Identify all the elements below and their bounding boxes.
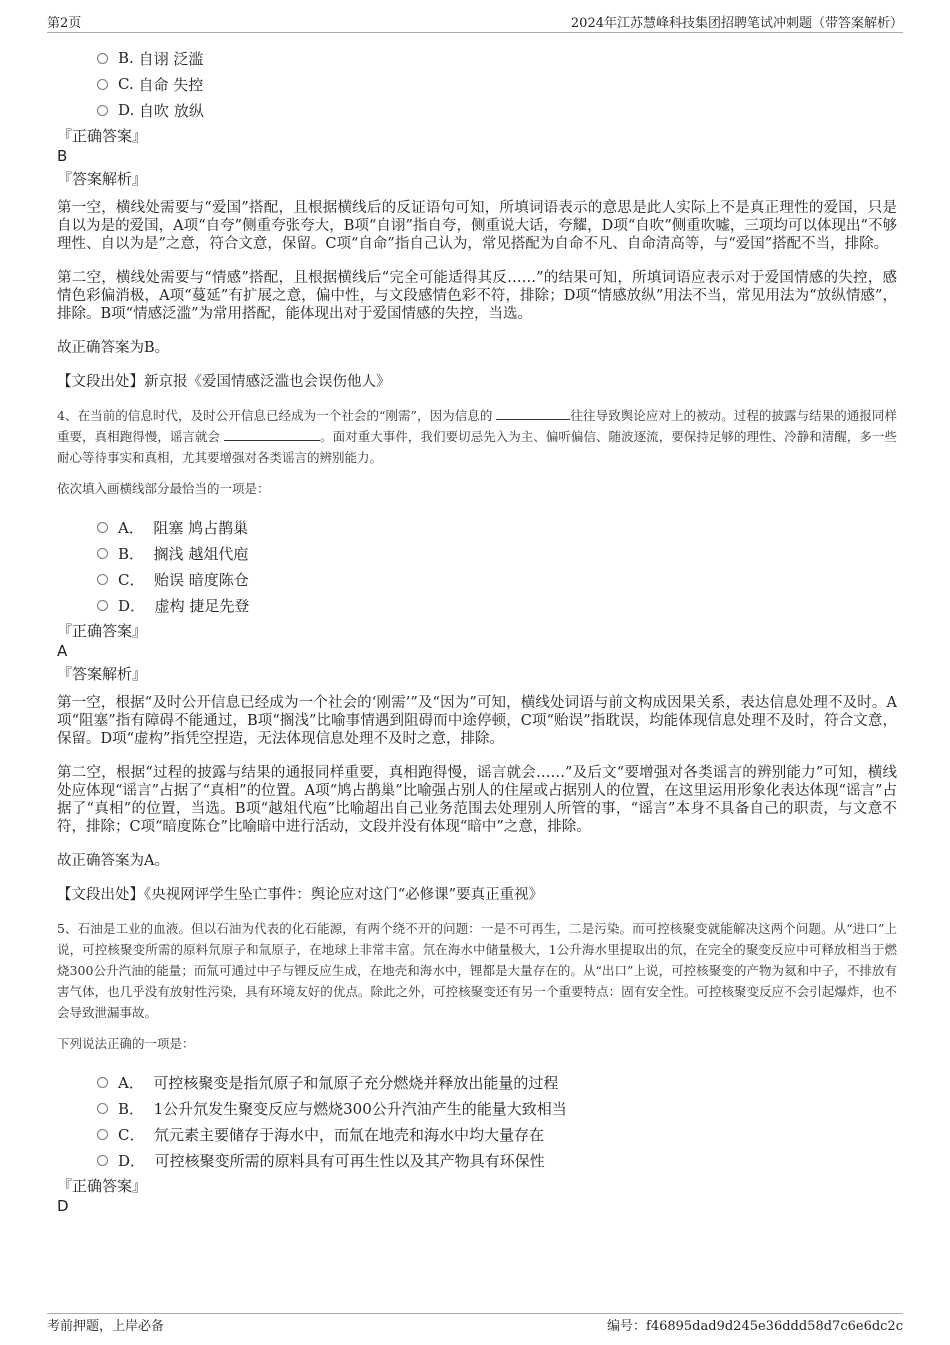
q4-option-c[interactable]: C． 贻误 暗度陈仓 xyxy=(97,566,897,592)
correct-answer-label: 『正确答案』 xyxy=(57,127,148,145)
radio-icon[interactable] xyxy=(97,574,108,585)
correct-answer-label: 『正确答案』 xyxy=(57,1177,148,1195)
q3-option-b[interactable]: B. 自诩 泛滥 xyxy=(97,45,897,71)
document-id: 编号：f46895dad9d245e36ddd58d7c6e6dc2c xyxy=(607,1319,903,1334)
q4-analysis-2: 第二空，根据“过程的披露与结果的通报同样重要，真相跑得慢，谣言就会……”及后文“要增强对各类谣言的辨别能力”可知，横线处应体现“谣言”占据了“真相”的位置。A项“鸠占鹊巢”比喻强占别人的住屋或占据别人的位置，在这里运用形象化表达体现“谣言”占据了“真相”的位置，当选。B项“越俎代庖”比喻超出自己业务范围去处理别人所管的事，“谣言”本身不具备自己的职责，与文意不符，排除；C项“暗度陈仓”比喻暗中进行活动，文段并没有体现“暗中”之意，排除。 xyxy=(57,765,897,835)
q3-analysis-1: 第一空，横线处需要与“爱国”搭配，且根据横线后的反证语句可知，所填词语表示的意思是此人实际上不是真正理性的爱国，只是自以为是的爱国，A项“自夸”侧重夸张夸大，B项“自诩”指自夸，侧重说大话，夸耀，D项“自吹”侧重吹嘘，三项均可以体现出“不够理性、自以为是”之意，符合文意，保留。C项“自命”指自己认为，常见搭配为自命不凡、自命清高等，与“爱国”搭配不当，排除。 xyxy=(57,200,897,252)
q5-option-a[interactable]: A． 可控核聚变是指氘原子和氚原子充分燃烧并释放出能量的过程 xyxy=(97,1069,897,1095)
q4-answer: A xyxy=(57,642,68,660)
radio-icon[interactable] xyxy=(97,105,108,116)
q5-option-d[interactable]: D． 可控核聚变所需的原料具有可再生性以及其产物具有环保性 xyxy=(97,1147,897,1173)
page-header xyxy=(47,12,903,33)
q3-conclusion: 故正确答案为B。 xyxy=(57,340,170,356)
page-footer xyxy=(47,1313,903,1334)
q4-option-b[interactable]: B． 搁浅 越俎代庖 xyxy=(97,540,897,566)
q5-option-b[interactable]: B． 1公升氘发生聚变反应与燃烧300公升汽油产生的能量大致相当 xyxy=(97,1095,897,1121)
q4-option-a[interactable]: A． 阻塞 鸠占鹊巢 xyxy=(97,514,897,540)
document-title: 2024年江苏慧峰科技集团招聘笔试冲刺题（带答案解析） xyxy=(570,16,903,31)
page-number: 第2页 xyxy=(47,16,82,31)
analysis-label: 『答案解析』 xyxy=(57,170,148,188)
q5-stem: 5、石油是工业的血液。但以石油为代表的化石能源，有两个绕不开的问题：一是不可再生，二是污染。而可控核聚变就能解决这两个问题。从“进口”上说，可控核聚变所需的原料氘原子和氚原子，在地球上非常丰富。氘在海水中储量极大，1公升海水里提取出的氘，在完全的聚变反应中可释放相当于燃烧300公升汽油的能量；而氚可通过中子与锂反应生成，在地壳和海水中，锂都是大量存在的。从“出口”上说，可控核聚变的产物为氦和中子，不排放有害气体，也几乎没有放射性污染，具有环境友好的优点。除此之外，可控核聚变还有另一个重要特点：固有安全性。可控核聚变反应不会引起爆炸，也不会导致泄漏事故。 xyxy=(57,921,897,1020)
radio-icon[interactable] xyxy=(97,79,108,90)
q5-options xyxy=(57,1069,897,1173)
analysis-label: 『答案解析』 xyxy=(57,665,148,683)
q3-source: 【文段出处】新京报《爱国情感泛滥也会误伤他人》 xyxy=(57,374,391,390)
radio-icon[interactable] xyxy=(97,1077,108,1088)
page-content xyxy=(57,45,897,1216)
radio-icon[interactable] xyxy=(97,1155,108,1166)
q4-prompt: 依次填入画横线部分最恰当的一项是： xyxy=(57,481,270,496)
q3-option-d[interactable]: D. 自吹 放纵 xyxy=(97,97,897,123)
radio-icon[interactable] xyxy=(97,53,108,64)
radio-icon[interactable] xyxy=(97,1129,108,1140)
q4-stem: 4、在当前的信息时代，及时公开信息已经成为一个社会的“刚需”，因为信息的 往往导致舆论应对上的被动。过程的披露与结果的通报同样重要，真相跑得慢，谣言就会 。面对重大事件，我们要切忌先入为主、偏听偏信、随波逐流，要保持足够的理性、冷静和清醒，多一些耐心等待事实和真相，尤其要增强对各类谣言的辨别能力。 xyxy=(57,408,897,465)
q5-prompt: 下列说法正确的一项是： xyxy=(57,1036,195,1051)
blank-2 xyxy=(224,427,320,441)
blank-1 xyxy=(496,406,570,420)
footer-slogan: 考前押题，上岸必备 xyxy=(47,1319,165,1334)
correct-answer-label: 『正确答案』 xyxy=(57,622,148,640)
radio-icon[interactable] xyxy=(97,548,108,559)
q3-answer: B xyxy=(57,147,68,165)
radio-icon[interactable] xyxy=(97,522,108,533)
q4-option-d[interactable]: D． 虚构 捷足先登 xyxy=(97,592,897,618)
q3-option-c[interactable]: C. 自命 失控 xyxy=(97,71,897,97)
q3-analysis-2: 第二空，横线处需要与“情感”搭配，且根据横线后“完全可能适得其反……”的结果可知，所填词语应表示对于爱国情感的失控，感情色彩偏消极，A项“蔓延”有扩展之意，偏中性，与文段感情色彩不符，排除；D项“情感放纵”用法不当，常见用法为“放纵情感”，排除。B项“情感泛滥”为常用搭配，能体现出对于爱国情感的失控，当选。 xyxy=(57,270,897,322)
q4-options xyxy=(57,514,897,618)
q4-source: 【文段出处】《央视网评学生坠亡事件：舆论应对这门“必修课”要真正重视》 xyxy=(57,887,544,903)
q3-options xyxy=(57,45,897,123)
q5-answer: D xyxy=(57,1197,69,1215)
radio-icon[interactable] xyxy=(97,600,108,611)
q4-analysis-1: 第一空，根据“及时公开信息已经成为一个社会的‘刚需’”及“因为”可知，横线处词语与前文构成因果关系，表达信息处理不及时。A项“阻塞”指有障碍不能通过，B项“搁浅”比喻事情遇到阻碍而中途停顿，C项“贻误”指耽误，均能体现信息处理不及时，符合文意，保留。D项“虚构”指凭空捏造，无法体现信息处理不及时之意，排除。 xyxy=(57,695,897,747)
q5-option-c[interactable]: C． 氘元素主要储存于海水中，而氚在地壳和海水中均大量存在 xyxy=(97,1121,897,1147)
radio-icon[interactable] xyxy=(97,1103,108,1114)
q4-conclusion: 故正确答案为A。 xyxy=(57,853,169,869)
